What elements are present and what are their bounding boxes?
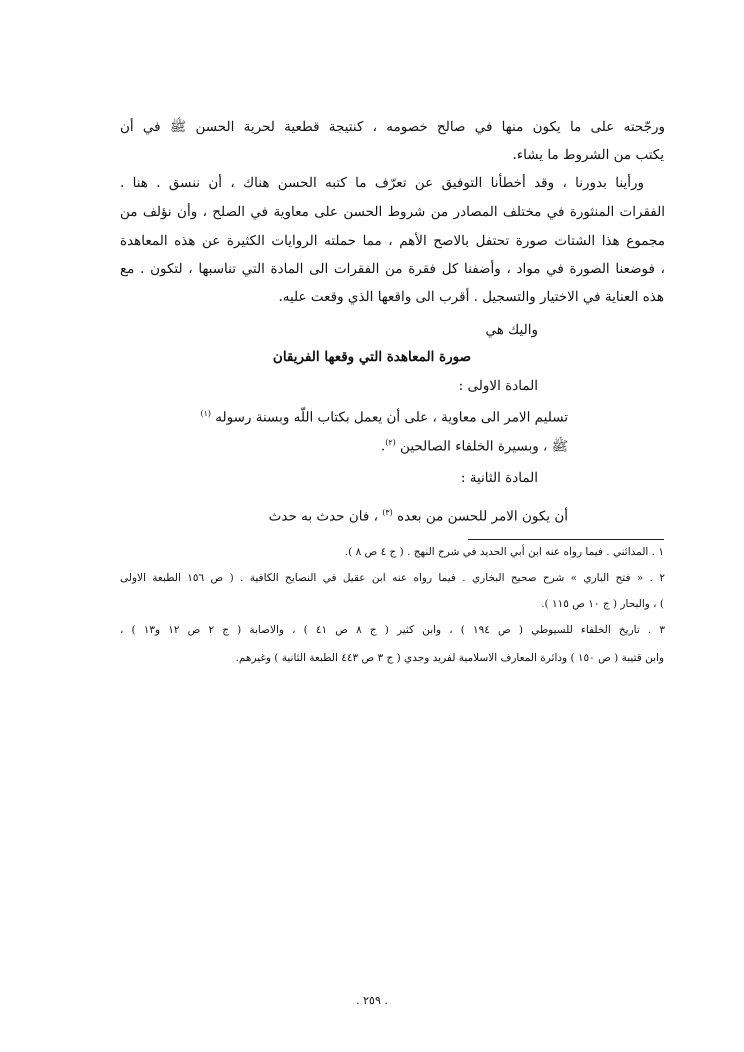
article-1-line bbox=[381, 433, 568, 457]
footnote-ref-1[interactable]: (١) bbox=[200, 409, 211, 418]
footnote-divider bbox=[468, 539, 664, 540]
article-2-text: أن يكون الامر للحسن من بعده bbox=[397, 508, 568, 525]
intro-line: واليك هي bbox=[485, 322, 538, 338]
section-title: صورة المعاهدة التي وقعها الفريقان bbox=[272, 349, 472, 365]
footnote: ٣ . تاريخ الخلفاء للسيوطي ( ص ١٩٤ ) ، وابن كثير ( ج ٨ ص ٤١ ) ، والاصابة ( ج ٢ ص ١٢ و١٣ ) ، bbox=[120, 624, 665, 636]
body-line: ، فوضعنا الصورة في مواد ، وأضفنا كل فقرة من الفقرات الى المادة التي تناسبها ، لتكون . مع bbox=[120, 261, 665, 277]
body-line: يكتب من الشروط ما يشاء. bbox=[512, 147, 664, 163]
body-line: ورجّحته على ما يكون منها في صالح خصومه ، كنتيجة قطعية لحرية الحسن ﷺ في أن bbox=[120, 119, 665, 135]
punctuation: . bbox=[380, 438, 386, 455]
footnote-ref-2[interactable]: (٢) bbox=[385, 438, 396, 447]
article-1-text: ﷺ ، وبسيرة الخلفاء الصالحين bbox=[400, 438, 568, 455]
body-line: مجموع هذا الشتات صورة تحتفل بالاصح الأهم ، مما حملته الروايات الكثيرة عن هذه المعاهدة bbox=[120, 233, 665, 249]
footnote: ) ، والبحار ( ج ١٠ ص ١١٥ ). bbox=[541, 598, 664, 610]
article-2-heading: المادة الثانية : bbox=[460, 470, 538, 486]
footnote: ١ . المدائني . فيما رواه عنه ابن أبي الحديد في شرح النهج . ( ج ٤ ص ٨ ). bbox=[344, 546, 664, 558]
footnote: وابن قتيبة ( ص ١٥٠ ) ودائرة المعارف الاسلامية لفريد وجدي ( ج ٣ ص ٤٤٣ الطبعة الثانية ) وغيرهم. bbox=[235, 652, 664, 664]
article-1-text: تسليم الامر الى معاوية ، على أن يعمل بكتاب اللّه وبسنة رسوله bbox=[215, 409, 568, 426]
article-2-text: ، فان حدث به حدث bbox=[268, 508, 378, 525]
article-1-heading: المادة الاولى : bbox=[458, 378, 538, 394]
article-2-line bbox=[269, 503, 568, 527]
footnote: ٢ . « فتح الباري » شرح صحيح البخاري . فيما رواه عنه ابن عقيل في النصايح الكافية . ( ص ١٥٦ الطبعة الاولى bbox=[120, 572, 665, 584]
footnote-ref-3[interactable]: (٣) bbox=[382, 508, 393, 517]
body-line: الفقرات المنثورة في مختلف المصادر من شروط الحسن على معاوية في الصلح ، وأن نؤلف من bbox=[120, 204, 665, 220]
page-number: . ٢٥٩ . bbox=[356, 994, 388, 1007]
body-line: هذه العناية في الاختيار والتسجيل . أقرب الى واقعها الذي وقعت عليه. bbox=[278, 289, 664, 305]
body-line: ورأينا بدورنا ، وقد أخطأنا التوفيق عن تعرّف ما كتبه الحسن هناك ، أن ننسق . هنا . bbox=[120, 175, 644, 191]
article-1-line bbox=[200, 404, 568, 428]
